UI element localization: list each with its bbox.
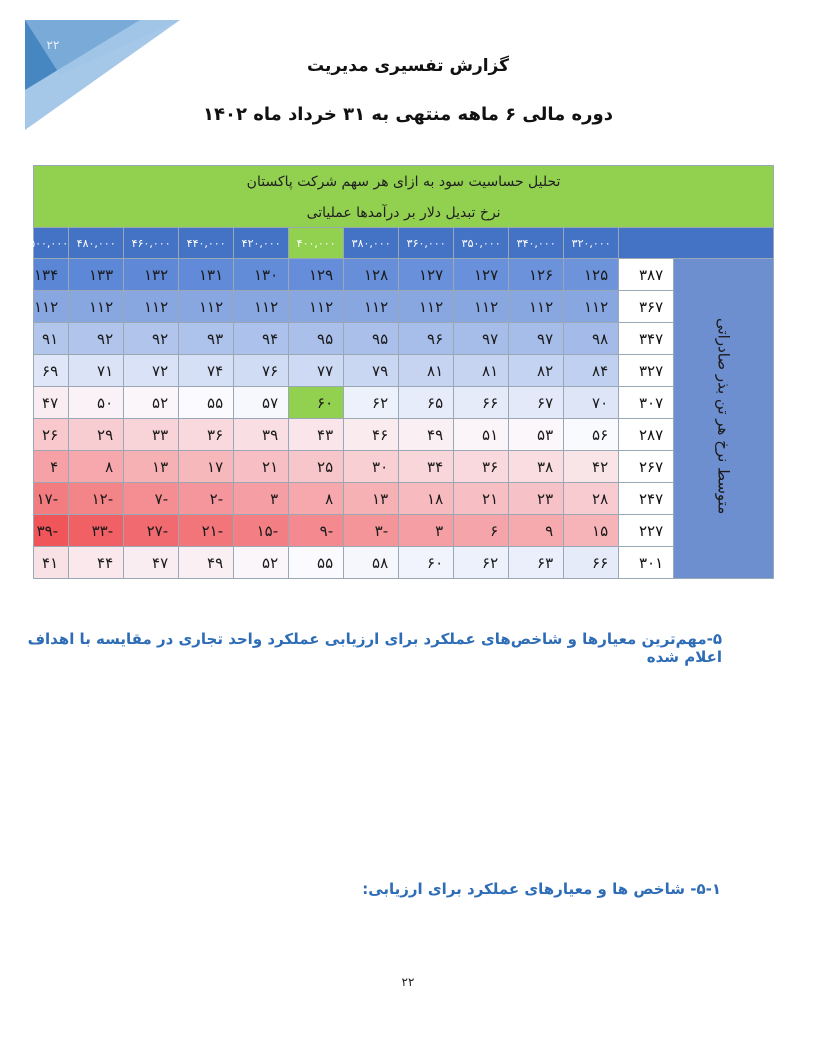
- table-cell: -۲: [179, 483, 234, 515]
- table-row: [34, 451, 774, 483]
- table-cell: ۸: [289, 483, 344, 515]
- table-cell: ۶۲: [344, 387, 399, 419]
- column-header: ۳۵۰,۰۰۰: [454, 228, 509, 259]
- table-cell: ۱۳۴: [34, 259, 69, 291]
- section-heading-5: ۵-مهم‌ترین معیارها و شاخص‌های عملکرد برای ارزیابی عملکرد واحد تجاری در مقایسه با اهداف اعلام شده: [27, 630, 722, 666]
- table-cell: ۶۰: [289, 387, 344, 419]
- table-cell: ۹۶: [399, 323, 454, 355]
- table-cell: ۴۲: [564, 451, 619, 483]
- column-header: ۳۶۰,۰۰۰: [399, 228, 454, 259]
- section-heading-5-1: ۵-۱- شاخص ها و معیارهای عملکرد برای ارزیابی:: [362, 880, 721, 898]
- row-header: ۳۰۷: [619, 387, 674, 419]
- table-row: [34, 483, 774, 515]
- table-cell: ۸: [69, 451, 124, 483]
- table-cell: ۵۰: [69, 387, 124, 419]
- table-cell: ۹۷: [454, 323, 509, 355]
- table-cell: ۴۹: [399, 419, 454, 451]
- table-cell: ۹۸: [564, 323, 619, 355]
- table-cell: ۹۲: [124, 323, 179, 355]
- table-row: [34, 419, 774, 451]
- table-cell: ۹۷: [509, 323, 564, 355]
- table-cell: ۱۲۵: [564, 259, 619, 291]
- table-cell: ۵۱: [454, 419, 509, 451]
- table-cell: ۸۱: [399, 355, 454, 387]
- table-cell: ۳۴: [399, 451, 454, 483]
- column-header: ۴۲۰,۰۰۰: [234, 228, 289, 259]
- table-cell: ۲۱: [454, 483, 509, 515]
- page-number: ۲۲: [401, 975, 415, 989]
- column-header: ۵۰۰,۰۰۰: [34, 228, 69, 259]
- table-cell: ۱۲۷: [399, 259, 454, 291]
- table-cell: ۹۵: [289, 323, 344, 355]
- table-row: [34, 355, 774, 387]
- table-cell: ۱۲۷: [454, 259, 509, 291]
- table-cell: ۱۲۸: [344, 259, 399, 291]
- table-cell: ۲۵: [289, 451, 344, 483]
- table-cell: ۹۱: [34, 323, 69, 355]
- table-cell: ۴۷: [34, 387, 69, 419]
- column-header: ۳۲۰,۰۰۰: [564, 228, 619, 259]
- table-cell: ۳۶: [454, 451, 509, 483]
- table-cell: ۱۳۲: [124, 259, 179, 291]
- table-cell: ۱۱۲: [234, 291, 289, 323]
- column-header: ۳۸۰,۰۰۰: [344, 228, 399, 259]
- table-cell: ۵۶: [564, 419, 619, 451]
- table-cell: ۹۳: [179, 323, 234, 355]
- report-period: دوره مالی ۶ ماهه منتهی به ۳۱ خرداد ماه ۱۴۰۲: [203, 104, 613, 125]
- column-header-row: [34, 228, 774, 259]
- table-cell: -۲۷: [124, 515, 179, 547]
- row-header: ۳۴۷: [619, 323, 674, 355]
- table-cell: ۶۲: [454, 547, 509, 579]
- table-cell: ۸۲: [509, 355, 564, 387]
- table-cell: ۱۳: [124, 451, 179, 483]
- table-subtitle: نرخ تبدیل دلار بر درآمدها عملیاتی: [34, 198, 774, 228]
- sensitivity-table: [29, 165, 774, 579]
- column-header: ۴۰۰,۰۰۰: [289, 228, 344, 259]
- table-cell: ۴۹: [179, 547, 234, 579]
- table-cell: ۷۴: [179, 355, 234, 387]
- column-header: ۳۴۰,۰۰۰: [509, 228, 564, 259]
- table-cell: ۲۶: [34, 419, 69, 451]
- row-header: ۲۸۷: [619, 419, 674, 451]
- corner-page-number: ۲۲: [46, 38, 60, 52]
- table-cell: -۹: [289, 515, 344, 547]
- table-cell: ۵۲: [234, 547, 289, 579]
- table-row: [34, 323, 774, 355]
- table-cell: ۱۸: [399, 483, 454, 515]
- table-row: [34, 259, 774, 291]
- table-cell: ۵۵: [179, 387, 234, 419]
- table-cell: -۳۳: [69, 515, 124, 547]
- table-row: [34, 387, 774, 419]
- table-cell: ۱۷: [179, 451, 234, 483]
- table-cell: ۴۳: [289, 419, 344, 451]
- table-cell: -۱۵: [234, 515, 289, 547]
- table-cell: ۶۹: [34, 355, 69, 387]
- table-cell: ۷۹: [344, 355, 399, 387]
- table-cell: ۱۱۲: [509, 291, 564, 323]
- table-cell: ۵۲: [124, 387, 179, 419]
- table-cell: ۹۵: [344, 323, 399, 355]
- table-row: [34, 515, 774, 547]
- table-cell: ۴۱: [34, 547, 69, 579]
- row-header: ۳۰۱: [619, 547, 674, 579]
- table-cell: ۱۳۰: [234, 259, 289, 291]
- row-header: ۳۸۷: [619, 259, 674, 291]
- row-header: ۳۲۷: [619, 355, 674, 387]
- table-cell: ۳۶: [179, 419, 234, 451]
- table-cell: ۵۵: [289, 547, 344, 579]
- table-cell: ۱۱۲: [179, 291, 234, 323]
- table-cell: ۱۱۲: [564, 291, 619, 323]
- column-header: ۴۶۰,۰۰۰: [124, 228, 179, 259]
- table-cell: ۹: [509, 515, 564, 547]
- table-cell: ۸۱: [454, 355, 509, 387]
- table-cell: ۱۵: [564, 515, 619, 547]
- row-header: ۳۶۷: [619, 291, 674, 323]
- column-header: ۴۴۰,۰۰۰: [179, 228, 234, 259]
- table-cell: ۱۲۶: [509, 259, 564, 291]
- table-cell: ۷۲: [124, 355, 179, 387]
- table-cell: ۴: [34, 451, 69, 483]
- table-cell: ۲۸: [564, 483, 619, 515]
- table-cell: -۷: [124, 483, 179, 515]
- table-cell: ۳: [234, 483, 289, 515]
- row-axis-label-text: متوسط نرخ هر تن بذر صادراتی: [714, 318, 733, 515]
- column-header-corner: [619, 228, 774, 259]
- table-cell: ۷۷: [289, 355, 344, 387]
- table-cell: -۳۹: [34, 515, 69, 547]
- table-cell: -۱۷: [34, 483, 69, 515]
- table-cell: ۷۰: [564, 387, 619, 419]
- table-cell: ۶۶: [454, 387, 509, 419]
- table-cell: ۸۴: [564, 355, 619, 387]
- table-cell: ۶۷: [509, 387, 564, 419]
- table-cell: ۶۶: [564, 547, 619, 579]
- table-cell: ۱۳۱: [179, 259, 234, 291]
- table-cell: ۷۶: [234, 355, 289, 387]
- table-cell: ۳: [399, 515, 454, 547]
- table-cell: -۱۲: [69, 483, 124, 515]
- table-cell: -۳: [344, 515, 399, 547]
- table-row: [34, 547, 774, 579]
- table-cell: ۱۱۲: [344, 291, 399, 323]
- column-header: ۴۸۰,۰۰۰: [69, 228, 124, 259]
- table-cell: -۲۱: [179, 515, 234, 547]
- table-cell: ۱۲۹: [289, 259, 344, 291]
- table-cell: ۳۹: [234, 419, 289, 451]
- table-cell: ۱۱۲: [34, 291, 69, 323]
- table-cell: ۵۷: [234, 387, 289, 419]
- table-cell: ۶۰: [399, 547, 454, 579]
- table-cell: ۲۹: [69, 419, 124, 451]
- table-cell: ۴۶: [344, 419, 399, 451]
- table-row: [34, 291, 774, 323]
- table-cell: ۱۱۲: [289, 291, 344, 323]
- table-cell: ۷۱: [69, 355, 124, 387]
- row-header: ۲۴۷: [619, 483, 674, 515]
- row-header: ۲۲۷: [619, 515, 674, 547]
- table-cell: ۳۰: [344, 451, 399, 483]
- table-cell: ۲۱: [234, 451, 289, 483]
- table-cell: ۲۳: [509, 483, 564, 515]
- row-header: ۲۶۷: [619, 451, 674, 483]
- table-cell: ۳۳: [124, 419, 179, 451]
- table-cell: ۹۴: [234, 323, 289, 355]
- table-cell: ۱۱۲: [124, 291, 179, 323]
- report-title: گزارش تفسیری مدیریت: [306, 56, 510, 76]
- table-cell: ۱۳: [344, 483, 399, 515]
- table-cell: ۱۱۲: [69, 291, 124, 323]
- table-cell: ۴۴: [69, 547, 124, 579]
- row-axis-label: [674, 259, 774, 579]
- table-cell: ۱۳۳: [69, 259, 124, 291]
- table-cell: ۹۲: [69, 323, 124, 355]
- table-cell: ۶۵: [399, 387, 454, 419]
- table-cell: ۴۷: [124, 547, 179, 579]
- table-cell: ۳۸: [509, 451, 564, 483]
- table-cell: ۱۱۲: [454, 291, 509, 323]
- table-cell: ۵۳: [509, 419, 564, 451]
- table-cell: ۵۸: [344, 547, 399, 579]
- table-cell: ۱۱۲: [399, 291, 454, 323]
- table-title: تحلیل حساسیت سود به ازای هر سهم شرکت پاکستان: [34, 166, 774, 199]
- table-cell: ۶: [454, 515, 509, 547]
- table-cell: ۶۳: [509, 547, 564, 579]
